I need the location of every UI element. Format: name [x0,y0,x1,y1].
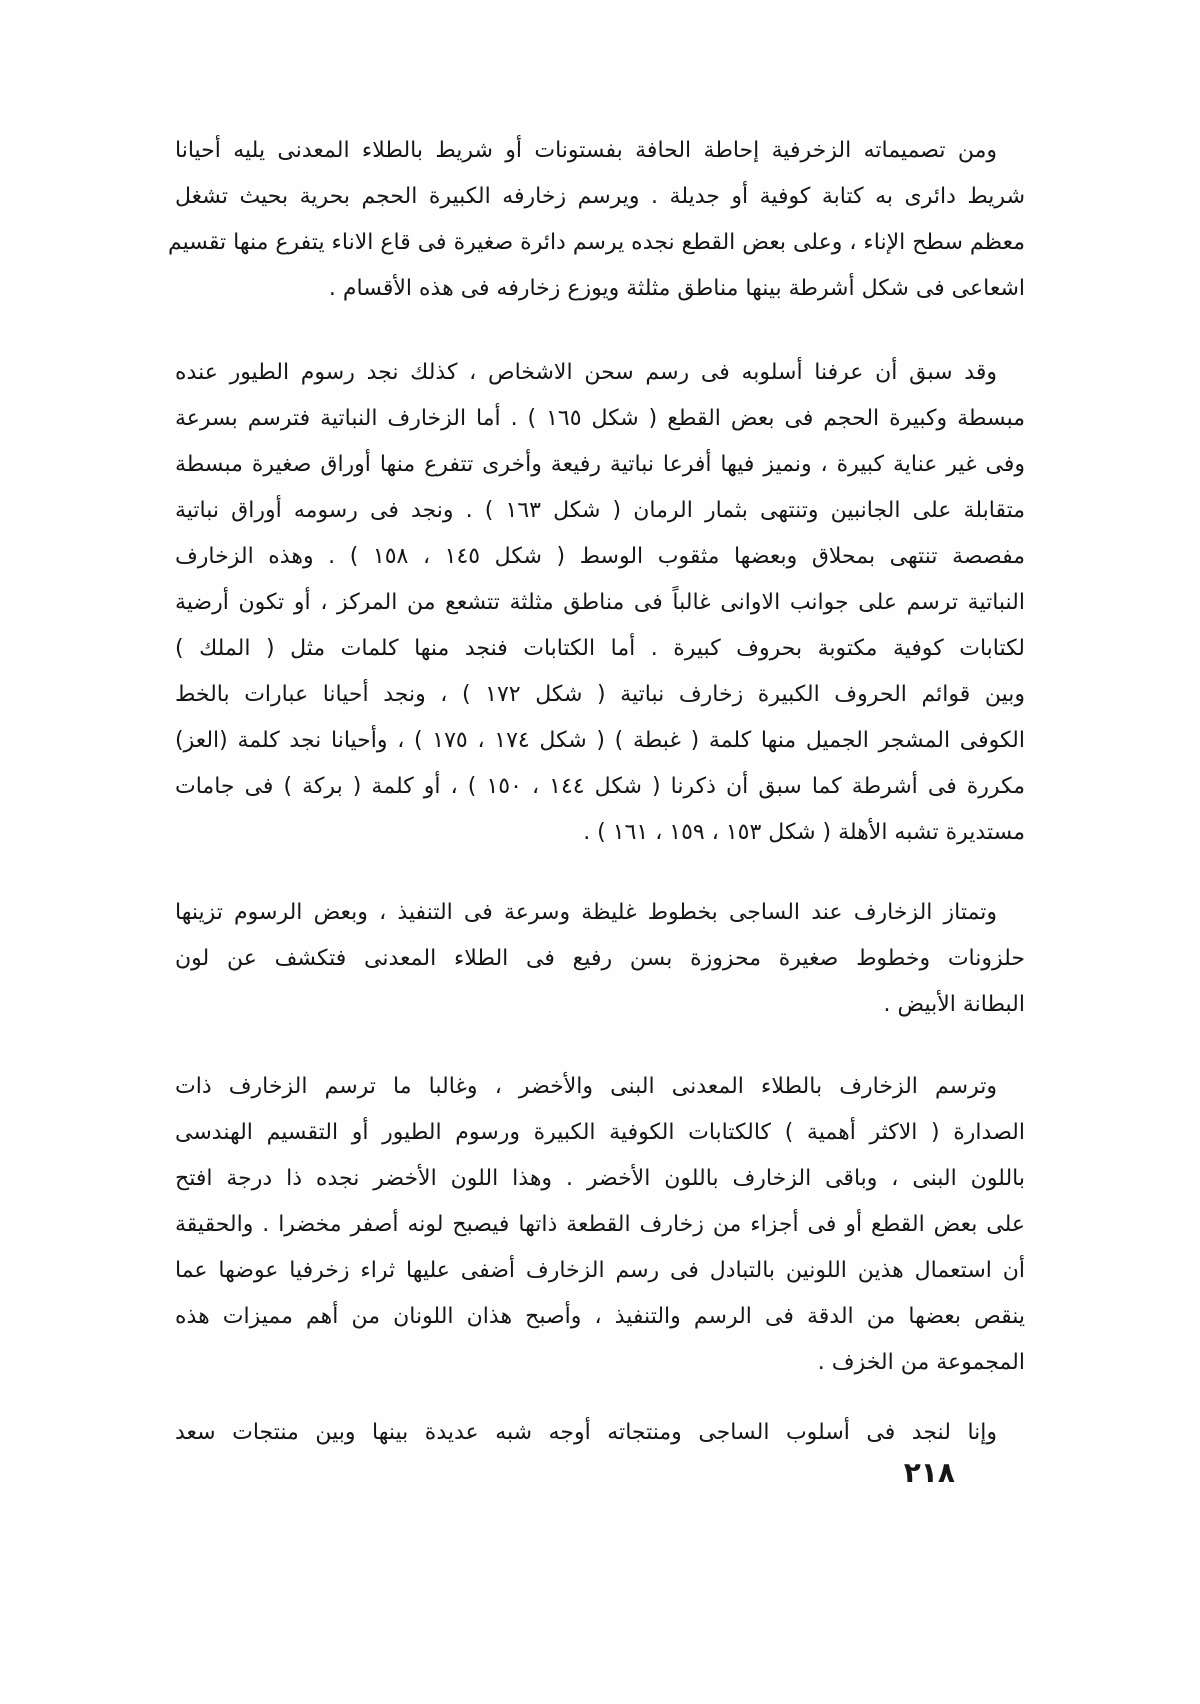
text-line: لكتابات كوفية مكتوبة بحروف كبيرة . أما الكتابات فنجد منها كلمات مثل ( الملك ) [175,636,1025,661]
text-line: النباتية ترسم على جوانب الاوانى غالباً فى مناطق مثلثة تتشعع من المركز ، أو تكون أرضية [175,590,1025,615]
text-line: البطانة الأبيض . [883,992,1025,1017]
paragraph [175,1064,1025,1386]
text-line: الصدارة ( الاكثر أهمية ) كالكتابات الكوفية الكبيرة ورسوم الطيور أو التقسيم الهندسى [175,1120,1025,1145]
text-line: حلزونات وخطوط صغيرة محزوزة بسن رفيع فى الطلاء المعدنى فتكشف عن لون [175,946,1025,971]
text-line: باللون البنى ، وباقى الزخارف باللون الأخضر . وهذا اللون الأخضر نجده ذا درجة افتح [175,1166,1025,1191]
text-line: وقد سبق أن عرفنا أسلوبه فى رسم سحن الاشخاص ، كذلك نجد رسوم الطيور عنده [175,360,997,385]
text-line: وبين قوائم الحروف الكبيرة زخارف نباتية ( شكل ١٧٢ ) ، ونجد أحيانا عبارات بالخط [175,682,1025,707]
paragraph [175,350,1025,856]
text-line: الكوفى المشجر الجميل منها كلمة ( غبطة ) ( شكل ١٧٤ ، ١٧٥ ) ، وأحيانا نجد كلمة (العز) [175,728,1025,753]
text-line: مستديرة تشبه الأهلة ( شكل ١٥٣ ، ١٥٩ ، ١٦١ ) . [583,820,1025,845]
text-line: وترسم الزخارف بالطلاء المعدنى البنى والأخضر ، وغالبا ما ترسم الزخارف ذات [175,1074,997,1099]
text-line: متقابلة على الجانبين وتنتهى بثمار الرمان ( شكل ١٦٣ ) . ونجد فى رسومه أوراق نباتية [175,498,1025,523]
text-line: مكررة فى أشرطة كما سبق أن ذكرنا ( شكل ١٤٤ ، ١٥٠ ) ، أو كلمة ( بركة ) فى جامات [175,774,1026,799]
text-line: مبسطة وكبيرة الحجم فى بعض القطع ( شكل ١٦٥ ) . أما الزخارف النباتية فترسم بسرعة [175,406,1025,431]
page-body-text [168,128,1026,1456]
text-line: ينقص بعضها من الدقة فى الرسم والتنفيذ ، وأصبح هذان اللونان من أهم مميزات هذه [175,1304,1025,1329]
text-line: وإنا لنجد فى أسلوب الساجى ومنتجاته أوجه شبه عديدة بينها وبين منتجات سعد [175,1420,997,1445]
page-number: ٢١٨ [903,1456,955,1489]
paragraph [168,128,1025,312]
text-line: أن استعمال هذين اللونين بالتبادل فى رسم الزخارف أضفى عليها ثراء زخرفيا عوضها عما [175,1258,1025,1283]
text-line: على بعض القطع أو فى أجزاء من زخارف القطعة ذاتها فيصبح لونه أصفر مخضرا . والحقيقة [175,1212,1025,1237]
text-line: معظم سطح الإناء ، وعلى بعض القطع نجده يرسم دائرة صغيرة فى قاع الاناء يتفرع منها تقسيم [168,230,1025,255]
text-line: وفى غير عناية كبيرة ، ونميز فيها أفرعا نباتية رفيعة وأخرى تتفرع منها أوراق صغيرة مبسطة [175,452,1025,477]
text-line: مفصصة تنتهى بمحلاق وبعضها مثقوب الوسط ( شكل ١٤٥ ، ١٥٨ ) . وهذه الزخارف [175,544,1025,569]
paragraph [175,890,1025,1028]
text-line: ومن تصميماته الزخرفية إحاطة الحافة بفستونات أو شريط بالطلاء المعدنى يليه أحيانا [175,138,997,163]
text-line: اشعاعى فى شكل أشرطة بينها مناطق مثلثة ويوزع زخارفه فى هذه الأقسام . [328,276,1025,301]
text-line: وتمتاز الزخارف عند الساجى بخطوط غليظة وسرعة فى التنفيذ ، وبعض الرسوم تزينها [175,900,997,925]
paragraph [175,1410,1025,1456]
text-line: شريط دائرى به كتابة كوفية أو جديلة . ويرسم زخارفه الكبيرة الحجم بحرية بحيث تشغل [175,184,1025,209]
text-line: المجموعة من الخزف . [817,1350,1025,1375]
